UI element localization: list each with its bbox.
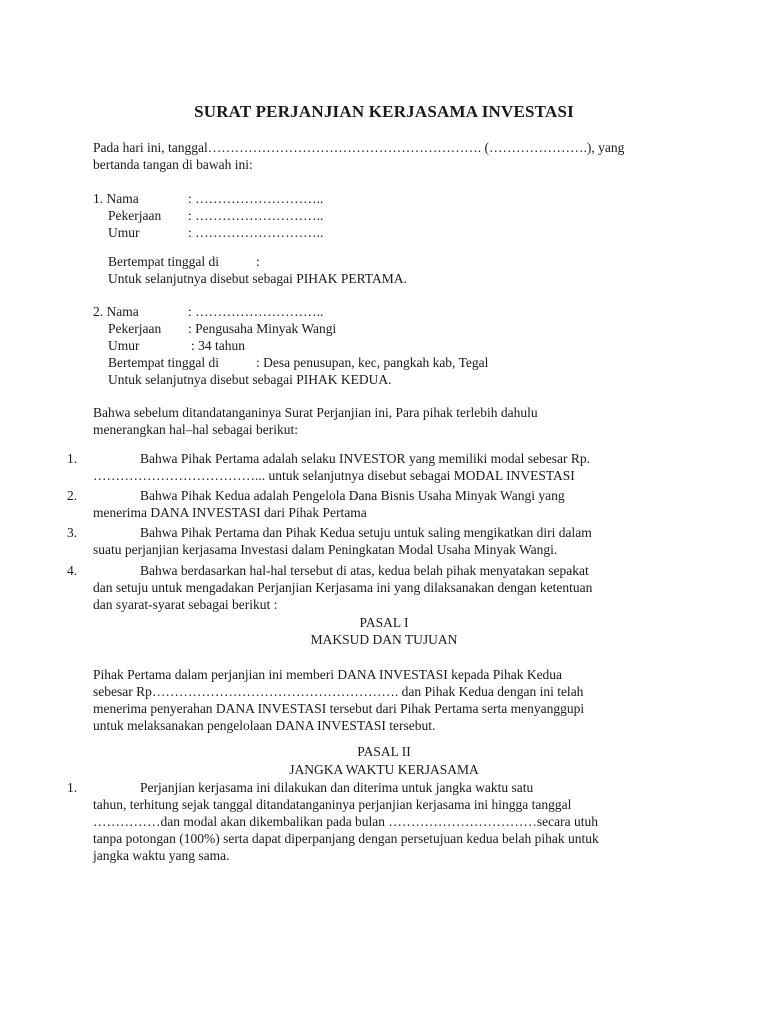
list-item-line: jangka waktu yang sama. xyxy=(93,848,230,863)
preamble-paragraph xyxy=(93,404,683,438)
intro-line: Pada hari ini, tanggal……………………………………………………. (………………….), yang xyxy=(93,140,625,155)
list-item-line: tahun, terhitung sejak tanggal ditandatanganinya perjanjian kerjasama ini hingga tanggal xyxy=(93,797,572,812)
field-value: : ……………………….. xyxy=(188,304,324,319)
field-label: Umur xyxy=(108,225,140,240)
intro-line: bertanda tangan di bawah ini: xyxy=(93,157,253,172)
list-number: 1. xyxy=(67,451,78,466)
list-number: 3. xyxy=(67,525,78,540)
pasal-one-paragraph xyxy=(93,666,683,734)
list-item-line: Bahwa berdasarkan hal-hal tersebut di atas, kedua belah pihak menyatakan sepakat xyxy=(140,563,589,578)
field-value: : ……………………….. xyxy=(188,208,324,223)
intro-paragraph xyxy=(93,139,683,173)
party-one-block xyxy=(93,190,683,287)
list-item xyxy=(93,487,693,521)
list-item xyxy=(93,524,693,558)
field-label: 2. Nama xyxy=(93,304,139,319)
list-item xyxy=(93,779,693,864)
party-one-designation: Untuk selanjutnya disebut sebagai PIHAK PERTAMA. xyxy=(108,271,407,286)
party-two-block xyxy=(93,303,683,388)
list-item-line: Bahwa Pihak Pertama adalah selaku INVESTOR yang memiliki modal sebesar Rp. xyxy=(140,451,591,466)
list-item-line: ………………………………... untuk selanjutnya disebut sebagai MODAL INVESTASI xyxy=(93,468,575,483)
field-label: 1. Nama xyxy=(93,191,139,206)
party-two-designation: Untuk selanjutnya disebut sebagai PIHAK KEDUA. xyxy=(108,372,392,387)
field-label: Umur xyxy=(108,338,140,353)
field-label: Pekerjaan xyxy=(108,321,162,336)
paragraph-line: Pihak Pertama dalam perjanjian ini memberi DANA INVESTASI kepada Pihak Kedua xyxy=(93,667,563,682)
list-item-line: Perjanjian kerjasama ini dilakukan dan diterima untuk jangka waktu satu xyxy=(140,780,534,795)
list-item-line: menerima DANA INVESTASI dari Pihak Pertama xyxy=(93,505,367,520)
list-item-line: ……………dan modal akan dikembalikan pada bulan ……………………………secara utuh xyxy=(93,814,599,829)
field-value: : 34 tahun xyxy=(191,338,245,353)
paragraph-line: untuk melaksanakan pengelolaan DANA INVESTASI tersebut. xyxy=(93,718,436,733)
paragraph-line: sebesar Rp………………………………………………. dan Pihak Kedua dengan ini telah xyxy=(93,684,584,699)
list-number: 1. xyxy=(67,780,78,795)
field-value: : Pengusaha Minyak Wangi xyxy=(188,321,337,336)
list-item-line: dan syarat-syarat sebagai berikut : xyxy=(93,597,278,612)
field-value: : ……………………….. xyxy=(188,225,324,240)
section-subheading: JANGKA WAKTU KERJASAMA xyxy=(289,762,479,777)
list-number: 4. xyxy=(67,563,78,578)
preamble-line: Bahwa sebelum ditandatanganinya Surat Perjanjian ini, Para pihak terlebih dahulu xyxy=(93,405,538,420)
list-item-line: dan setuju untuk mengadakan Perjanjian Kerjasama ini yang dilaksanakan dengan ketentuan xyxy=(93,580,593,595)
field-value: : Desa penusupan, kec, pangkah kab, Tegal xyxy=(256,355,489,370)
preamble-line: menerangkan hal–hal sebagai berikut: xyxy=(93,422,299,437)
list-item-line: suatu perjanjian kerjasama Investasi dalam Peningkatan Modal Usaha Minyak Wangi. xyxy=(93,542,558,557)
list-item-line: tanpa potongan (100%) serta dapat diperpanjang dengan persetujuan kedua belah pihak untuk xyxy=(93,831,599,846)
list-item xyxy=(93,562,693,613)
section-heading: PASAL I xyxy=(359,615,409,630)
section-heading: PASAL II xyxy=(357,744,411,759)
document-title: SURAT PERJANJIAN KERJASAMA INVESTASI xyxy=(194,102,574,121)
list-item-line: Bahwa Pihak Pertama dan Pihak Kedua setuju untuk saling mengikatkan diri dalam xyxy=(140,525,592,540)
field-label: Pekerjaan xyxy=(108,208,162,223)
field-label: Bertempat tinggal di xyxy=(108,254,219,269)
paragraph-line: menerima penyerahan DANA INVESTASI tersebut dari Pihak Pertama serta menyanggupi xyxy=(93,701,585,716)
field-value: : xyxy=(256,254,260,269)
list-item xyxy=(93,450,693,484)
list-item-line: Bahwa Pihak Kedua adalah Pengelola Dana Bisnis Usaha Minyak Wangi yang xyxy=(140,488,565,503)
field-label: Bertempat tinggal di xyxy=(108,355,219,370)
section-subheading: MAKSUD DAN TUJUAN xyxy=(310,632,458,647)
field-value: : ……………………….. xyxy=(188,191,324,206)
list-number: 2. xyxy=(67,488,78,503)
